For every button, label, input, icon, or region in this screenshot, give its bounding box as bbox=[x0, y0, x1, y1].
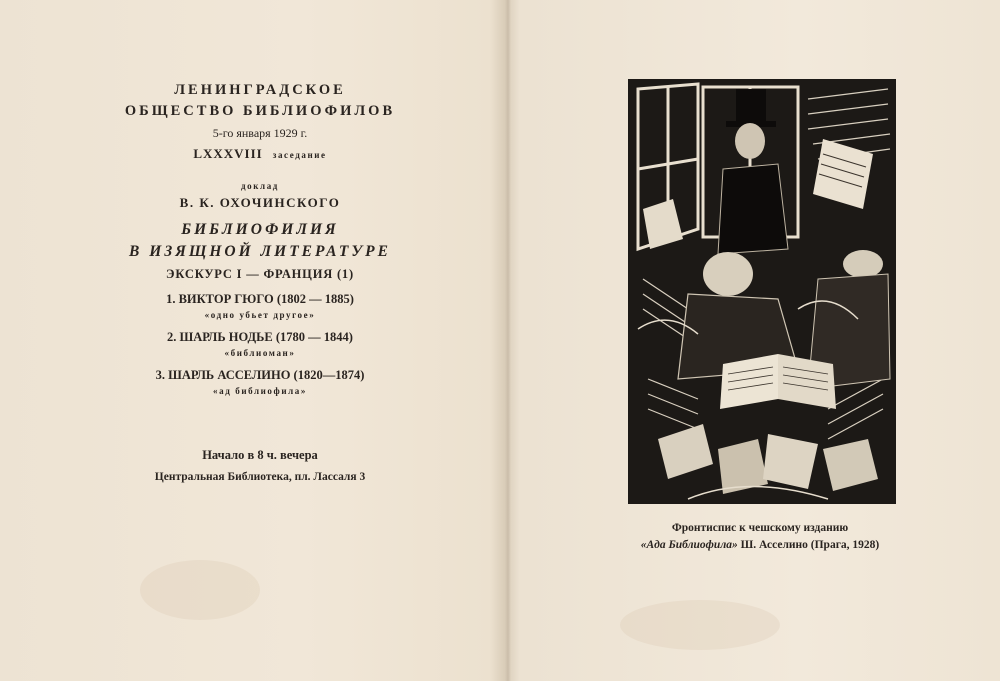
society-line-1: ЛЕНИНГРАДСКОЕ bbox=[174, 82, 346, 98]
caption-line-2 bbox=[560, 537, 960, 554]
illustration-caption bbox=[560, 520, 960, 554]
engraving-illustration bbox=[628, 79, 896, 504]
entry-work: «ад библиофила» bbox=[213, 386, 307, 396]
left-page bbox=[60, 82, 460, 483]
caption-author-year: Ш. Асселино (Прага, 1928) bbox=[737, 539, 880, 551]
society-line-2: ОБЩЕСТВО БИБЛИОФИЛОВ bbox=[124, 103, 396, 119]
speaker-name: В. К. ОХОЧИНСКОГО bbox=[179, 195, 341, 210]
meeting-number: LXXXVIII bbox=[193, 146, 263, 161]
meeting-word: заседание bbox=[272, 150, 327, 160]
excursus-heading: ЭКСКУРС I — ФРАНЦИЯ (1) bbox=[166, 267, 354, 281]
frontispiece-engraving bbox=[628, 79, 896, 504]
page-fold bbox=[505, 0, 511, 681]
meeting-date: 5-го января 1929 г. bbox=[212, 126, 308, 140]
paper-stain bbox=[620, 600, 780, 650]
entry-work: «библиоман» bbox=[224, 348, 296, 358]
caption-line-1: Фронтиспис к чешскому изданию bbox=[671, 522, 849, 534]
lecture-title-line-1: БИБЛИОФИЛИЯ bbox=[181, 221, 339, 238]
lecture-title-line-2: В ИЗЯЩНОЙ ЛИТЕРАТУРЕ bbox=[129, 243, 391, 260]
paper-stain bbox=[140, 560, 260, 620]
entry-name: 1. ВИКТОР ГЮГО (1802 — 1885) bbox=[166, 292, 354, 306]
entry-name: 3. ШАРЛЬ АССЕЛИНО (1820—1874) bbox=[155, 368, 365, 382]
start-time: Начало в 8 ч. вечера bbox=[202, 448, 318, 462]
venue: Центральная Библиотека, пл. Лассаля 3 bbox=[154, 471, 366, 483]
meeting-number-row bbox=[60, 145, 460, 163]
entry-work: «одно убьет другое» bbox=[204, 310, 316, 320]
caption-book-title: «Ада Библиофила» bbox=[640, 539, 738, 551]
entry-name: 2. ШАРЛЬ НОДЬЕ (1780 — 1844) bbox=[167, 330, 353, 344]
report-word: доклад bbox=[241, 181, 279, 191]
